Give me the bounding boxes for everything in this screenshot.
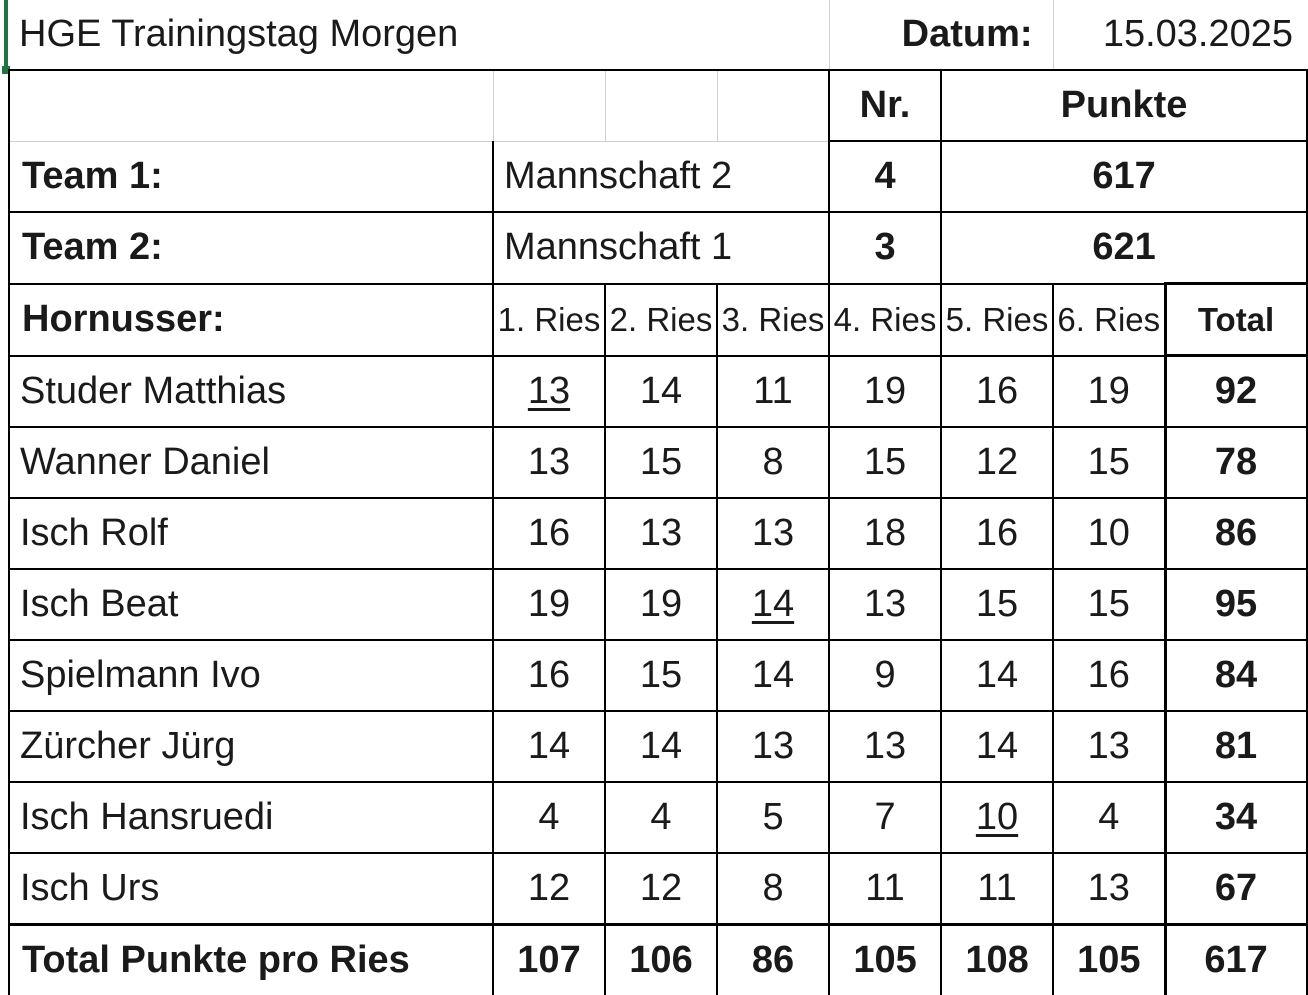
score-value: 13 xyxy=(752,512,794,554)
ries-score[interactable] xyxy=(829,782,941,853)
ries-score[interactable] xyxy=(1053,853,1165,925)
spreadsheet xyxy=(8,0,1306,984)
score-value: 4 xyxy=(650,796,671,838)
score-value: 15 xyxy=(864,441,906,483)
score-value: 10 xyxy=(1088,512,1130,554)
player-name[interactable]: Spielmann Ivo xyxy=(9,640,493,711)
team-punkte[interactable]: 621 xyxy=(941,212,1307,284)
player-total[interactable]: 86 xyxy=(1165,498,1307,569)
ries-score[interactable] xyxy=(717,427,829,498)
sheet-title[interactable]: HGE Trainingstag Morgen xyxy=(9,0,829,70)
ries-score[interactable] xyxy=(717,356,829,428)
player-row xyxy=(9,356,1307,428)
score-value: 15 xyxy=(640,441,682,483)
team-label[interactable]: Team 1: xyxy=(9,141,493,212)
score-value: 14 xyxy=(976,654,1018,696)
player-name[interactable]: Studer Matthias xyxy=(9,356,493,428)
score-value: 12 xyxy=(976,441,1018,483)
ries-score[interactable] xyxy=(1053,356,1165,428)
header-row xyxy=(9,70,1307,141)
ries-score[interactable] xyxy=(493,569,605,640)
ries-total[interactable]: 106 xyxy=(605,925,717,995)
totals-row xyxy=(9,925,1307,995)
score-value: 13 xyxy=(864,583,906,625)
score-value: 13 xyxy=(1088,867,1130,909)
score-value: 13 xyxy=(1088,725,1130,767)
total-header[interactable]: Total xyxy=(1165,284,1307,356)
score-value: 15 xyxy=(1088,583,1130,625)
ries-score[interactable] xyxy=(717,853,829,925)
score-value: 15 xyxy=(976,583,1018,625)
team-name[interactable]: Mannschaft 1 xyxy=(493,212,829,284)
score-value: 11 xyxy=(753,370,792,412)
score-value: 11 xyxy=(977,867,1016,909)
team-punkte[interactable]: 617 xyxy=(941,141,1307,212)
player-row xyxy=(9,640,1307,711)
ries-score[interactable] xyxy=(493,711,605,782)
score-value: 13 xyxy=(528,370,570,412)
player-name[interactable]: Isch Beat xyxy=(9,569,493,640)
ries-score[interactable] xyxy=(493,356,605,428)
score-value: 13 xyxy=(640,512,682,554)
player-row xyxy=(9,569,1307,640)
ries-score[interactable] xyxy=(941,711,1053,782)
ries-score[interactable] xyxy=(941,640,1053,711)
ries-score[interactable] xyxy=(605,427,717,498)
ries-score[interactable] xyxy=(605,569,717,640)
score-value: 5 xyxy=(762,796,783,838)
ries-score[interactable] xyxy=(941,498,1053,569)
player-row xyxy=(9,711,1307,782)
player-total[interactable]: 34 xyxy=(1165,782,1307,853)
team-row xyxy=(9,141,1307,212)
score-value: 8 xyxy=(762,441,783,483)
score-value: 16 xyxy=(976,512,1018,554)
player-row xyxy=(9,498,1307,569)
player-row xyxy=(9,782,1307,853)
ries-score[interactable] xyxy=(941,356,1053,428)
score-value: 14 xyxy=(640,725,682,767)
ries-score[interactable] xyxy=(493,427,605,498)
ries-score[interactable] xyxy=(605,711,717,782)
score-value: 14 xyxy=(976,725,1018,767)
player-name[interactable]: Wanner Daniel xyxy=(9,427,493,498)
ries-score[interactable] xyxy=(941,427,1053,498)
score-value: 16 xyxy=(528,654,570,696)
ries-score[interactable] xyxy=(941,569,1053,640)
score-value: 12 xyxy=(528,867,570,909)
ries-total[interactable]: 107 xyxy=(493,925,605,995)
empty-cell[interactable] xyxy=(605,70,717,141)
ries-score[interactable] xyxy=(493,782,605,853)
score-value: 10 xyxy=(976,796,1018,838)
punkte-header[interactable]: Punkte xyxy=(941,70,1307,141)
player-total[interactable]: 67 xyxy=(1165,853,1307,925)
ries-total[interactable]: 86 xyxy=(717,925,829,995)
score-value: 16 xyxy=(1088,654,1130,696)
column-header-row xyxy=(9,284,1307,356)
ries-score[interactable] xyxy=(829,640,941,711)
ries-score[interactable] xyxy=(717,640,829,711)
ries-score[interactable] xyxy=(493,640,605,711)
ries-score[interactable] xyxy=(717,498,829,569)
ries-score[interactable] xyxy=(829,498,941,569)
ries-total[interactable]: 105 xyxy=(1053,925,1165,995)
player-name[interactable]: Isch Urs xyxy=(9,853,493,925)
ries-score[interactable] xyxy=(829,853,941,925)
player-total[interactable]: 95 xyxy=(1165,569,1307,640)
ries-score[interactable] xyxy=(941,853,1053,925)
empty-cell[interactable] xyxy=(493,70,605,141)
team-nr[interactable]: 3 xyxy=(829,212,941,284)
ries-score[interactable] xyxy=(1053,711,1165,782)
ries-score[interactable] xyxy=(829,569,941,640)
ries-score[interactable] xyxy=(1053,498,1165,569)
ries-score[interactable] xyxy=(1053,569,1165,640)
ries-score[interactable] xyxy=(829,711,941,782)
ries-header[interactable]: 6. Ries xyxy=(1053,284,1165,356)
ries-score[interactable] xyxy=(1053,640,1165,711)
team-name[interactable]: Mannschaft 2 xyxy=(493,141,829,212)
empty-cell[interactable] xyxy=(717,70,829,141)
score-value: 4 xyxy=(538,796,559,838)
score-value: 13 xyxy=(752,725,794,767)
ries-score[interactable] xyxy=(605,356,717,428)
ries-score[interactable] xyxy=(493,498,605,569)
player-total[interactable]: 78 xyxy=(1165,427,1307,498)
score-value: 13 xyxy=(864,725,906,767)
ries-total[interactable]: 105 xyxy=(829,925,941,995)
empty-cell[interactable] xyxy=(9,70,493,141)
score-value: 11 xyxy=(865,867,904,909)
score-value: 14 xyxy=(528,725,570,767)
score-value: 19 xyxy=(640,583,682,625)
ries-score[interactable] xyxy=(941,782,1053,853)
hornusser-header[interactable]: Hornusser: xyxy=(9,284,493,356)
ries-score[interactable] xyxy=(829,427,941,498)
ries-header[interactable]: 2. Ries xyxy=(605,284,717,356)
ries-score[interactable] xyxy=(605,782,717,853)
player-name[interactable]: Zürcher Jürg xyxy=(9,711,493,782)
title-row xyxy=(9,0,1307,70)
score-value: 19 xyxy=(864,370,906,412)
team-row xyxy=(9,212,1307,284)
score-value: 9 xyxy=(874,654,895,696)
player-name[interactable]: Isch Hansruedi xyxy=(9,782,493,853)
ries-header[interactable]: 1. Ries xyxy=(493,284,605,356)
score-value: 15 xyxy=(640,654,682,696)
score-value: 16 xyxy=(976,370,1018,412)
player-total[interactable]: 92 xyxy=(1165,356,1307,428)
score-value: 19 xyxy=(1088,370,1130,412)
ries-score[interactable] xyxy=(1053,427,1165,498)
team-label[interactable]: Team 2: xyxy=(9,212,493,284)
ries-score[interactable] xyxy=(493,853,605,925)
ries-score[interactable] xyxy=(605,853,717,925)
ries-header[interactable]: 5. Ries xyxy=(941,284,1053,356)
team-nr[interactable]: 4 xyxy=(829,141,941,212)
score-value: 8 xyxy=(762,867,783,909)
score-value: 4 xyxy=(1098,796,1119,838)
ries-score[interactable] xyxy=(829,356,941,428)
score-value: 15 xyxy=(1088,441,1130,483)
datum-value[interactable]: 15.03.2025 xyxy=(1053,0,1307,70)
ries-score[interactable] xyxy=(605,498,717,569)
ries-score[interactable] xyxy=(1053,782,1165,853)
score-table xyxy=(8,0,1308,995)
grand-total[interactable]: 617 xyxy=(1165,925,1307,995)
datum-label[interactable]: Datum: xyxy=(829,0,1053,70)
score-value: 16 xyxy=(528,512,570,554)
score-value: 14 xyxy=(752,583,794,625)
player-total[interactable]: 81 xyxy=(1165,711,1307,782)
ries-score[interactable] xyxy=(717,569,829,640)
score-value: 14 xyxy=(752,654,794,696)
ries-header[interactable]: 4. Ries xyxy=(829,284,941,356)
player-row xyxy=(9,853,1307,925)
ries-score[interactable] xyxy=(717,711,829,782)
score-value: 7 xyxy=(874,796,895,838)
ries-score[interactable] xyxy=(717,782,829,853)
score-value: 18 xyxy=(864,512,906,554)
nr-header[interactable]: Nr. xyxy=(829,70,941,141)
player-row xyxy=(9,427,1307,498)
totals-label[interactable]: Total Punkte pro Ries xyxy=(9,925,493,995)
player-name[interactable]: Isch Rolf xyxy=(9,498,493,569)
ries-score[interactable] xyxy=(605,640,717,711)
ries-header[interactable]: 3. Ries xyxy=(717,284,829,356)
score-value: 13 xyxy=(528,441,570,483)
score-value: 14 xyxy=(640,370,682,412)
player-total[interactable]: 84 xyxy=(1165,640,1307,711)
ries-total[interactable]: 108 xyxy=(941,925,1053,995)
score-value: 19 xyxy=(528,583,570,625)
score-value: 12 xyxy=(640,867,682,909)
